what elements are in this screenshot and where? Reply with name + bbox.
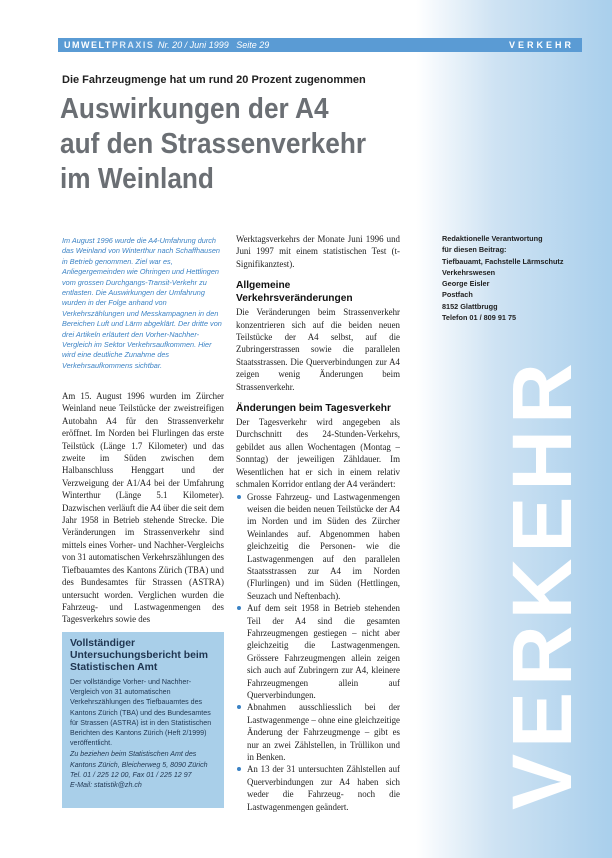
editorial-contact	[442, 233, 592, 323]
info-box	[62, 632, 224, 808]
brand-part-1: UMWELT	[64, 40, 112, 50]
headline-line-3: im Weinland	[60, 163, 214, 195]
contact-line: Verkehrswesen	[442, 267, 496, 277]
lead-paragraph: Im August 1996 wurde die A4-Umfahrung durch das Weinland von Winterthur nach Schaffhausen in Betrieb genommen. Ziel war es, Anliegergemeinden wie Ohringen und Hettlingen vom grossen Durchgangs-Transit-Verkehr zu entlasten. Die Auswirkungen der Umfahrung wurden in der Folge anhand von Verkehrszählungen und Messkampagnen in den Bereichen Luft und Lärm abgeklärt. Der dritte von drei Artikeln erläutert den Vorher-Nachher-Vergleich im Sektor Verkehrsaufkommen. Hier wird eine deutliche Zunahme des Verkehrsaufkommens sichtbar.	[62, 236, 222, 370]
contact-line: Tiefbauamt, Fachstelle Lärmschutz	[442, 256, 564, 266]
section-label: VERKEHR	[508, 40, 574, 50]
info-box-body: Der vollständige Vorher- und Nachher-Vergleich von 31 automatischen Verkehrszählungen des Tiefbauamtes des Kantons Zürich (TBA) und des Bundesamtes für Strassen (ASTRA) ist in den Statistischen Berichten des Kantons Zürich (Heft 2/1999) veröffentlicht.	[70, 678, 212, 748]
vertical-section-label: VERKEHR	[495, 357, 589, 810]
order-line: Tel. 01 / 225 12 00, Fax 01 / 225 12 97	[70, 770, 192, 779]
section-text-daily: Der Tagesverkehr wird angegeben als Durchschnitt des 24-Stunden-Verkehrs, gebildet aus allen Wochentagen (Montag – Sonntag) der jeweiligen Zähldauer. Im Wesentlichen hat er sich in einem relativ schmalen Korridor entlang der A4 verändert:	[236, 417, 400, 490]
brand-part-2: PRAXIS	[111, 40, 155, 50]
contact-line: für diesen Beitrag:	[442, 245, 507, 255]
contact-line: 8152 Glattbrugg	[442, 301, 498, 311]
order-line: Zu beziehen beim Statistischen Amt des	[70, 750, 197, 759]
section-heading-general: Allgemeine Verkehrsveränderungen	[236, 280, 353, 305]
issue-info: Nr. 20 / Juni 1999 Seite 29	[158, 40, 270, 50]
contact-line: Postfach	[442, 290, 473, 300]
headline-line-2: auf den Strassenverkehr	[60, 128, 367, 160]
contact-line: George Eisler	[442, 279, 490, 289]
info-box-order	[70, 749, 218, 790]
order-line: Kantons Zürich, Bleicherweg 5, 8090 Zürich	[70, 760, 208, 769]
bullet-item: Grosse Fahrzeug- und Lastwagenmengen weisen die beiden neuen Teilstücke der A4 im Norden und im Süden des Zürcher Weinlandes auf. Abgenommen haben gleichzeitig die Personen- wie die Lastwagenmengen auf den parallelen Staatsstrassen zur A4 im Norden (Flurlingen) und im Süden (Hettlingen, Seuzach und Neftenbach).	[236, 491, 400, 603]
headline	[60, 92, 391, 197]
body-column-1: Am 15. August 1996 wurden im Zürcher Weinland neue Teilstücke der zweistreifigen Autobahn A4 für den Strassenverkehr eröffnet. Im Norden bei Flurlingen das erste Teilstück (Länge 1.7 Kilometer) und das zweite im Süden zwischen dem Halbanschluss Henggart und der Verzweigung der A1/A4 bei der Umfahrung Winterthur (Länge 5.1 Kilometer). Dazwischen verläuft die A4 über die seit dem Jahr 1958 in Betrieb stehende Strecke. Die Veränderungen im Strassenverkehr sind mittels eines Vorher- und Nachher-Vergleichs von 31 automatischen Verkehrszählungen des Tiefbauamtes des Kantons Zürich (TBA) und des Bundesamtes für Strassen (ASTRA) untersucht worden. Verglichen wurden die Fahrzeug- und Lastwagenmengen des Tagesverkehrs sowie des	[62, 391, 225, 625]
body-column-2	[236, 233, 400, 813]
section-text-general: Die Veränderungen beim Strassenverkehr konzentrieren sich auf die beiden neuen Teilstücke der A4 selbst, auf die Zubringerstrassen sowie die parallelen Staatsstrassen. Die Querverbindungen zur A4 zeigen wenig Änderungen beim Strassenverkehr.	[236, 307, 400, 392]
bullet-item: An 13 der 31 untersuchten Zählstellen auf Querverbindungen zur A4 haben sich weder die Fahrzeug- noch die Lastwagenmengen geändert.	[236, 763, 400, 813]
bullet-item: Auf dem seit 1958 in Betrieb stehenden Teil der A4 sind die gesamten Fahrzeugmengen gestiegen – nicht aber gleichzeitig die Lastwagenmengen. Grössere Fahrzeugmengen allein zeigen sich auch auf Zubringern zur A4, kleinere Fahrzeugmengen allein auf Querverbindungen.	[236, 602, 400, 701]
contact-phone: Telefon 01 / 809 91 75	[442, 313, 517, 323]
kicker: Die Fahrzeugmenge hat um rund 20 Prozent zugenommen	[62, 74, 366, 86]
header-bar	[58, 38, 582, 52]
order-email[interactable]: E-Mail: statistik@zh.ch	[70, 781, 142, 790]
column-2-intro: Werktagsverkehrs der Monate Juni 1996 und Juni 1997 mit einem statistischen Test (t-Signifikanztest).	[236, 234, 400, 269]
bullet-list	[236, 491, 400, 814]
section-heading-daily: Änderungen beim Tagesverkehr	[236, 403, 391, 415]
bullet-item: Abnahmen ausschliesslich bei der Lastwagenmenge – ohne eine gleichzeitige Änderung der Fahrzeugmenge – gibt es nur an zwei Zählstellen, in Trüllikon und in Benken.	[236, 701, 400, 763]
info-box-title: Vollständiger Untersuchungsbericht beim Statistischen Amt	[70, 638, 208, 673]
contact-line: Redaktionelle Verantwortung	[442, 234, 543, 243]
magazine-brand	[64, 38, 154, 52]
headline-line-1: Auswirkungen der A4	[60, 93, 329, 125]
